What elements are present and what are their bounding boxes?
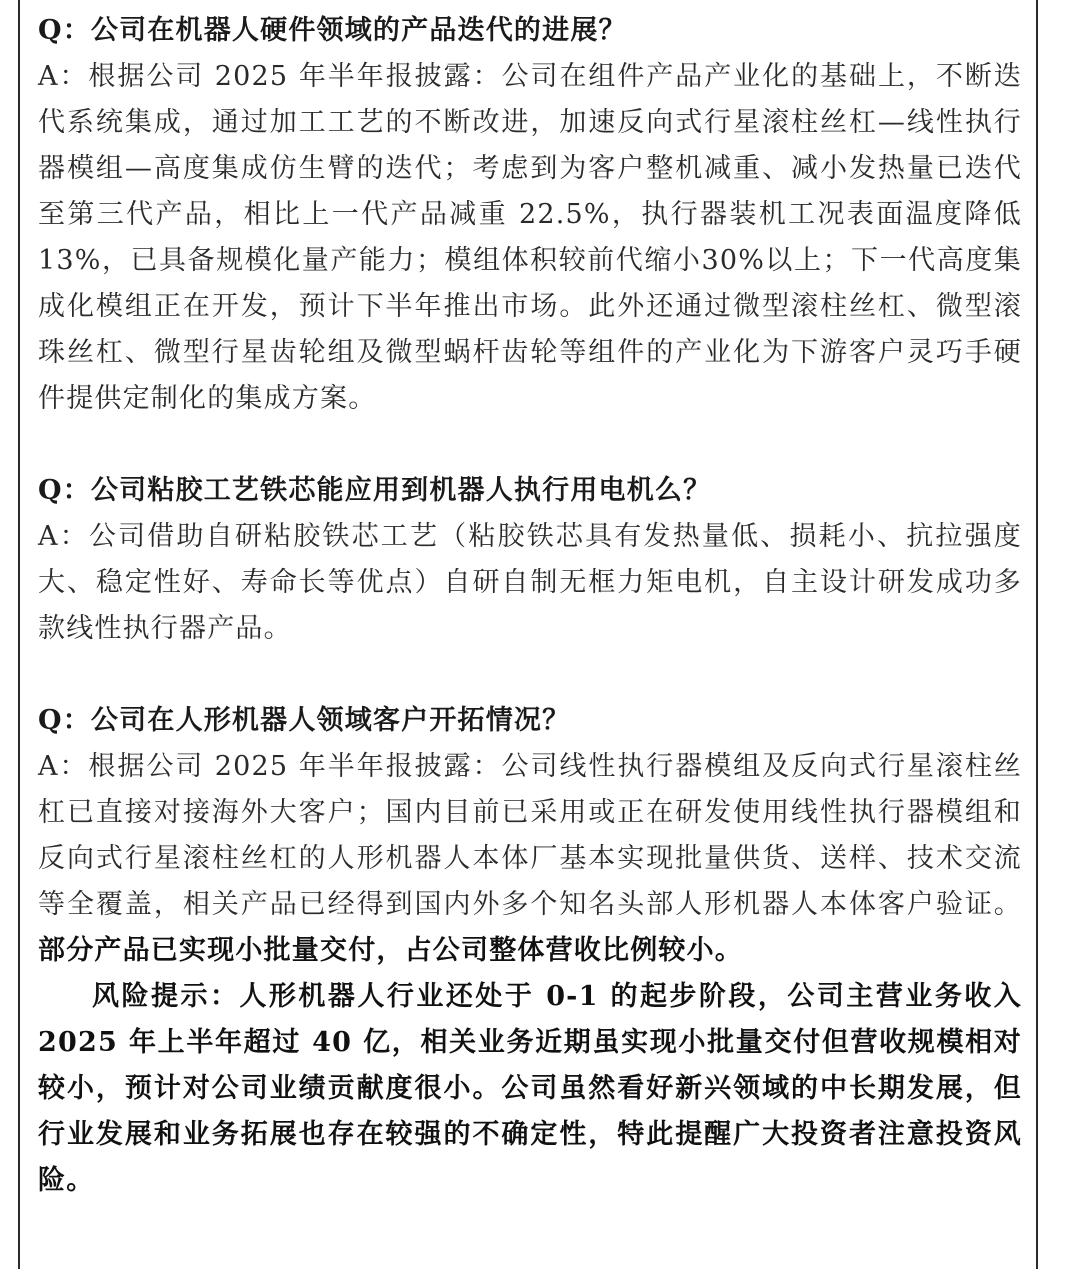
qa-block-hardware-iteration — [38, 8, 1022, 422]
question-heading: Q：公司在机器人硬件领域的产品迭代的进展？ — [38, 15, 627, 46]
question-heading: Q：公司粘胶工艺铁芯能应用到机器人执行用电机么？ — [38, 475, 712, 506]
answer-emphasis: 部分产品已实现小批量交付，占公司整体营收比例较小。 — [38, 935, 743, 966]
document-content — [38, 8, 1022, 1204]
qa-block-humanoid-customers — [38, 698, 1022, 1204]
risk-notice: 风险提示：人形机器人行业还处于 0-1 的起步阶段，公司主营业务收入 2025 年上半年超过 40 亿，相关业务近期虽实现小批量交付但营收规模相对较小，预计对公司业绩贡献度很小。公司虽然看好新兴领域的中长期发展，但行业发展和业务拓展也存在较强的不确定性，特此提醒广大投资者注意投资风险。 — [38, 981, 1022, 1196]
answer-paragraph: A：公司借助自研粘胶铁芯工艺（粘胶铁芯具有发热量低、损耗小、抗拉强度大、稳定性好、寿命长等优点）自研自制无框力矩电机，自主设计研发成功多款线性执行器产品。 — [38, 521, 1022, 644]
question-heading: Q：公司在人形机器人领域客户开拓情况？ — [38, 705, 571, 736]
answer-text: A：根据公司 2025 年半年报披露：公司线性执行器模组及反向式行星滚柱丝杠已直接对接海外大客户；国内目前已采用或正在研发使用线性执行器模组和反向式行星滚柱丝杠的人形机器人本体厂基本实现批量供货、送样、技术交流等全覆盖，相关产品已经得到国内外多个知名头部人形机器人本体客户验证。 — [38, 751, 1022, 920]
answer-paragraph: A：根据公司 2025 年半年报披露：公司在组件产品产业化的基础上，不断迭代系统集成，通过加工工艺的不断改进，加速反向式行星滚柱丝杠—线性执行器模组—高度集成仿生臂的迭代；考虑到为客户整机减重、减小发热量已迭代至第三代产品，相比上一代产品减重 22.5%，执行器装机工况表面温度降低 13%，已具备规模化量产能力；模组体积较前代缩小30%以上；下一代高度集成化模组正在开发，预计下半年推出市场。此外还通过微型滚柱丝杠、微型滚珠丝杠、微型行星齿轮组及微型蜗杆齿轮等组件的产业化为下游客户灵巧手硬件提供定制化的集成方案。 — [38, 61, 1022, 414]
answer-paragraph — [38, 744, 1022, 974]
qa-block-adhesive-core — [38, 468, 1022, 652]
